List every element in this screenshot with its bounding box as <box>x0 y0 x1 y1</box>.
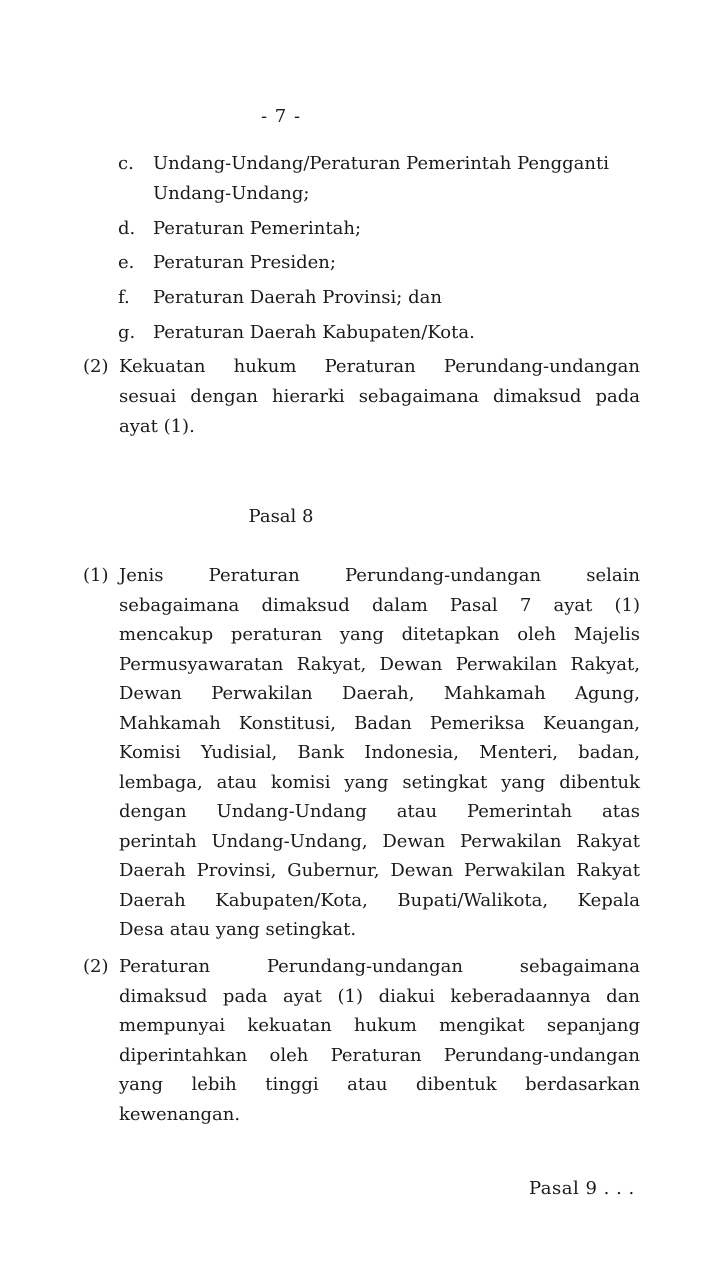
pasal8-ayat1-line: Daerah Kabupaten/Kota, Bupati/Walikota, Kepala <box>119 889 640 911</box>
footer-next-pasal: Pasal 9 . . . <box>529 1178 635 1199</box>
pasal8-ayat1-line: Mahkamah Konstitusi, Badan Pemeriksa Keuangan, <box>119 712 640 734</box>
pasal8-ayat1-line: sebagaimana dimaksud dalam Pasal 7 ayat (1) <box>119 594 640 616</box>
pasal8-ayat1-line: lembaga, atau komisi yang setingkat yang dibentuk <box>119 771 640 793</box>
page-number: - 7 - <box>260 106 302 127</box>
pasal8-ayat2-line: diperintahkan oleh Peraturan Perundang-undangan <box>119 1044 640 1066</box>
pasal8-ayat1-line: Jenis Peraturan Perundang-undangan selain <box>119 565 640 586</box>
pasal8-ayat1-line: Dewan Perwakilan Daerah, Mahkamah Agung, <box>119 683 640 704</box>
list-item-marker: f. <box>118 287 130 308</box>
pasal8-ayat1-line: Permusyawaratan Rakyat, Dewan Perwakilan Rakyat, <box>119 653 640 675</box>
list-item-line: Peraturan Pemerintah; <box>153 218 362 239</box>
pasal7-ayat2-line: sesuai dengan hierarki sebagaimana dimaksud pada <box>119 386 640 407</box>
pasal8-ayat2-line: dimaksud pada ayat (1) diakui keberadaannya dan <box>119 985 640 1007</box>
list-item-marker: c. <box>118 153 134 174</box>
pasal8-ayat1-marker: (1) <box>83 565 109 586</box>
pasal7-ayat2-marker: (2) <box>83 356 109 377</box>
list-item-marker: e. <box>118 252 135 273</box>
pasal8-ayat2-line: Peraturan Perundang-undangan sebagaimana <box>119 956 640 977</box>
pasal8-ayat2-line: mempunyai kekuatan hukum mengikat sepanjang <box>119 1015 640 1037</box>
list-item-line: Peraturan Daerah Kabupaten/Kota. <box>153 322 475 343</box>
pasal8-ayat2-line: yang lebih tinggi atau dibentuk berdasarkan <box>119 1074 640 1096</box>
list-item-line: Peraturan Daerah Provinsi; dan <box>153 287 442 308</box>
pasal8-heading: Pasal 8 <box>248 506 314 527</box>
list-item-marker: d. <box>118 218 136 239</box>
pasal7-ayat2-line: ayat (1). <box>119 416 195 437</box>
pasal8-ayat2-line: kewenangan. <box>119 1104 241 1125</box>
pasal8-ayat1-line: dengan Undang-Undang atau Pemerintah atas <box>119 801 640 822</box>
pasal8-ayat1-line: Desa atau yang setingkat. <box>119 919 357 940</box>
pasal7-ayat2-line: Kekuatan hukum Peraturan Perundang-undangan <box>119 356 640 377</box>
list-item-line: Peraturan Presiden; <box>153 252 336 273</box>
pasal8-ayat1-line: Daerah Provinsi, Gubernur, Dewan Perwakilan Rakyat <box>119 860 640 881</box>
list-item-line: Undang-Undang/Peraturan Pemerintah Pengganti <box>153 153 609 174</box>
pasal8-ayat1-line: Komisi Yudisial, Bank Indonesia, Menteri, badan, <box>119 742 640 763</box>
list-item-line: Undang-Undang; <box>153 183 310 204</box>
pasal8-ayat1-line: mencakup peraturan yang ditetapkan oleh Majelis <box>119 624 640 645</box>
pasal8-ayat2-marker: (2) <box>83 956 109 977</box>
pasal8-ayat1-line: perintah Undang-Undang, Dewan Perwakilan Rakyat <box>119 830 640 852</box>
list-item-marker: g. <box>118 322 136 343</box>
